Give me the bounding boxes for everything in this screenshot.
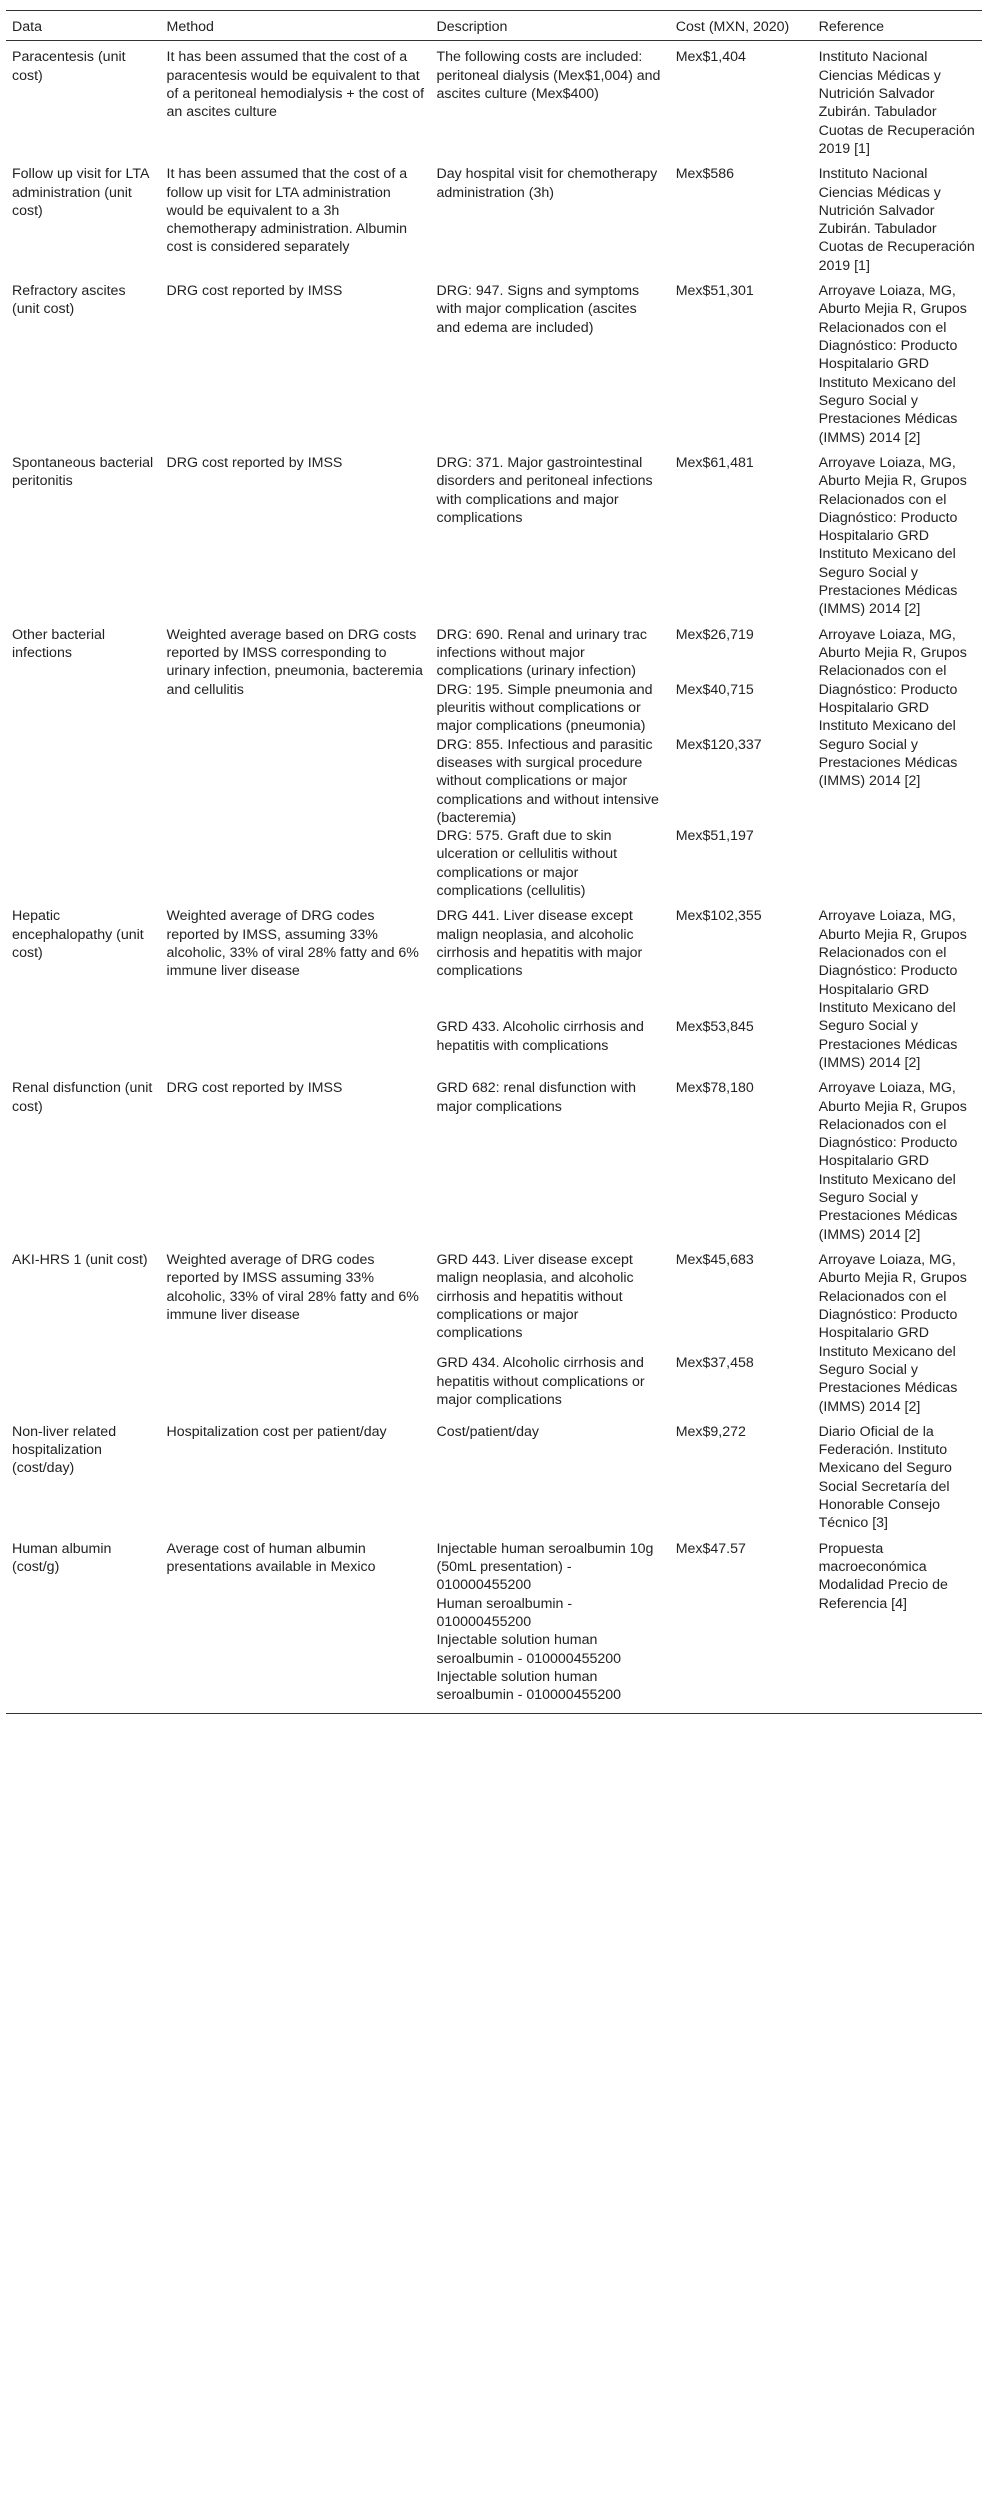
table-row xyxy=(6,1244,982,1354)
cell-data: Renal disfunction (unit cost) xyxy=(12,1080,153,1115)
cost-table xyxy=(6,10,982,1714)
table-row xyxy=(6,41,982,158)
cell-description: GRD 434. Alcoholic cirrhosis and hepatitis without complications or major complications xyxy=(436,1355,645,1408)
cell-description: DRG: 371. Major gastrointestinal disorders and peritoneal infections with complications and major complications xyxy=(436,454,653,526)
cell-data: Follow up visit for LTA administration (unit cost) xyxy=(12,166,149,219)
cell-data: Spontaneous bacterial peritonitis xyxy=(12,454,154,490)
cell-cost: Mex$47.57 xyxy=(670,1533,813,1713)
cell-reference: Arroyave Loiaza, MG, Aburto Mejia R, Grupos Relacionados con el Diagnóstico: Producto Hospitalario GRD Instituto Mexicano del Seguro Social y Prestaciones Médicas (IMMS) 2014 [2] xyxy=(818,283,967,446)
description-line: Injectable solution human seroalbumin - 010000455200 xyxy=(436,1668,622,1704)
header-reference: Reference xyxy=(813,11,982,41)
cell-method: DRG cost reported by IMSS xyxy=(166,283,343,300)
cell-method: Average cost of human albumin presentations available in Mexico xyxy=(161,1533,431,1713)
cell-cost: Mex$120,337 xyxy=(675,736,762,753)
cell-reference: Arroyave Loiaza, MG, Aburto Mejia R, Grupos Relacionados con el Diagnóstico: Producto Hospitalario GRD Instituto Mexicano del Seguro Social y Prestaciones Médicas (IMMS) 2014 [2] xyxy=(818,1080,967,1243)
cell-method: Weighted average of DRG codes reported by IMSS assuming 33% alcoholic, 33% of viral 28% fatty and 6% immune liver disease xyxy=(166,1252,419,1323)
cell-method: It has been assumed that the cost of a follow up visit for LTA administration would be equivalent to a 3h chemotherapy administration. Albumin cost is considered separately xyxy=(166,166,408,256)
cell-method: DRG cost reported by IMSS xyxy=(166,454,343,471)
header-row xyxy=(6,11,982,41)
cell-description: DRG: 195. Simple pneumonia and pleuritis without complications or major complications (pneumonia) xyxy=(436,681,653,735)
cell-description: The following costs are included: peritoneal dialysis (Mex$1,004) and ascites culture (Mex$400) xyxy=(436,49,661,102)
header-method: Method xyxy=(161,11,431,41)
cell-cost: Mex$78,180 xyxy=(675,1080,754,1097)
cell-data: Other bacterial infections xyxy=(12,626,106,661)
table-row xyxy=(6,447,982,619)
cell-cost: Mex$586 xyxy=(675,166,735,183)
cell-cost: Mex$9,272 xyxy=(675,1423,746,1440)
cell-cost: Mex$45,683 xyxy=(675,1252,754,1268)
cell-cost: Mex$1,404 xyxy=(675,49,746,66)
cell-description: Day hospital visit for chemotherapy administration (3h) xyxy=(436,166,658,201)
cell-cost: Mex$61,481 xyxy=(675,454,754,471)
cell-reference: Diario Oficial de la Federación. Instituto Mexicano del Seguro Social Secretaría del Honorable Consejo Técnico [3] xyxy=(818,1423,952,1532)
table-row xyxy=(6,275,982,447)
cell-method: It has been assumed that the cost of a paracentesis would be equivalent to that of a peritoneal hemodialysis + the cost of an ascites culture xyxy=(166,49,425,121)
description-line: Injectable human seroalbumin 10g (50mL presentation) - 010000455200 xyxy=(436,1540,654,1594)
cell-method: DRG cost reported by IMSS xyxy=(166,1080,343,1097)
cell-cost: Mex$51,301 xyxy=(675,283,754,300)
header-data: Data xyxy=(6,11,161,41)
table-row xyxy=(6,1533,982,1713)
table-row xyxy=(6,619,982,681)
cell-cost: Mex$37,458 xyxy=(675,1355,754,1372)
cell-description: GRD 682: renal disfunction with major complications xyxy=(436,1080,636,1115)
cell-cost: Mex$40,715 xyxy=(675,681,754,698)
table-row xyxy=(6,1072,982,1244)
cell-data: Non-liver related hospitalization (cost/day) xyxy=(12,1423,117,1477)
table-row xyxy=(6,158,982,275)
cell-cost: Mex$26,719 xyxy=(675,626,754,643)
cell-description: DRG: 690. Renal and urinary trac infections without major complications (urinary infection) xyxy=(436,626,648,680)
cell-reference: Instituto Nacional Ciencias Médicas y Nutrición Salvador Zubirán. Tabulador Cuotas de Recuperación 2019 [1] xyxy=(818,166,975,274)
cell-description: DRG: 575. Graft due to skin ulceration or cellulitis without complications or major complications (cellulitis) xyxy=(436,828,618,900)
header-cost: Cost (MXN, 2020) xyxy=(670,11,813,41)
cell-reference: Arroyave Loiaza, MG, Aburto Mejia R, Grupos Relacionados con el Diagnóstico: Producto Hospitalario GRD Instituto Mexicano del Seguro Social y Prestaciones Médicas (IMMS) 2014 [2] xyxy=(818,454,967,618)
header-description: Description xyxy=(430,11,669,41)
cell-data: Paracentesis (unit cost) xyxy=(12,49,126,84)
cell-description xyxy=(430,1533,669,1713)
cell-method: Weighted average based on DRG costs reported by IMSS corresponding to urinary infection, pneumonia, bacteremia and cellulitis xyxy=(166,626,423,698)
cell-cost: Mex$102,355 xyxy=(675,908,762,925)
cell-reference: Instituto Nacional Ciencias Médicas y Nutrición Salvador Zubirán. Tabulador Cuotas de Recuperación 2019 [1] xyxy=(818,49,975,157)
cell-description: GRD 433. Alcoholic cirrhosis and hepatitis with complications xyxy=(436,1019,644,1054)
cell-description: GRD 443. Liver disease except malign neoplasia, and alcoholic cirrhosis and hepatitis without complications or major complications xyxy=(436,1252,634,1342)
cell-reference: Arroyave Loiaza, MG, Aburto Mejia R, Grupos Relacionados con el Diagnóstico: Producto Hospitalario GRD Instituto Mexicano del Seguro Social y Prestaciones Médicas (IMMS) 2014 [2] xyxy=(818,908,967,1071)
cell-description: DRG: 855. Infectious and parasitic diseases with surgical procedure without complications or major complications and without intensive (bacteremia) xyxy=(436,736,659,826)
table-body xyxy=(6,41,982,1713)
table-header xyxy=(6,11,982,41)
cell-description: DRG 441. Liver disease except malign neoplasia, and alcoholic cirrhosis and hepatitis with major complications xyxy=(436,908,643,980)
table-row xyxy=(6,1416,982,1533)
table-row xyxy=(6,900,982,1018)
cell-data: Human albumin (cost/g) xyxy=(6,1533,161,1713)
cell-reference: Arroyave Loiaza, MG, Aburto Mejia R, Grupos Relacionados con el Diagnóstico: Producto Hospitalario GRD Instituto Mexicano del Seguro Social y Prestaciones Médicas (IMMS) 2014 [2] xyxy=(818,1252,967,1415)
cell-cost: Mex$53,845 xyxy=(675,1019,754,1036)
cell-description: Cost/patient/day xyxy=(436,1423,539,1440)
cell-data: AKI-HRS 1 (unit cost) xyxy=(12,1252,148,1268)
cell-reference: Arroyave Loiaza, MG, Aburto Mejia R, Grupos Relacionados con el Diagnóstico: Producto Hospitalario GRD Instituto Mexicano del Seguro Social y Prestaciones Médicas (IMMS) 2014 [2] xyxy=(818,626,967,790)
description-line: Human seroalbumin - 010000455200 xyxy=(436,1595,573,1630)
cell-description: DRG: 947. Signs and symptoms with major complication (ascites and edema are included) xyxy=(436,283,640,336)
cell-data: Hepatic encephalopathy (unit cost) xyxy=(12,908,144,961)
cell-method: Hospitalization cost per patient/day xyxy=(166,1423,387,1440)
cell-method: Weighted average of DRG codes reported by IMSS, assuming 33% alcoholic, 33% of viral 28% fatty and 6% immune liver disease xyxy=(166,908,419,980)
cell-reference: Propuesta macroeconómica Modalidad Precio de Referencia [4] xyxy=(813,1533,982,1713)
description-line: Injectable solution human seroalbumin - 010000455200 xyxy=(436,1632,622,1667)
cell-data: Refractory ascites (unit cost) xyxy=(12,283,126,318)
cell-cost: Mex$51,197 xyxy=(675,828,754,845)
